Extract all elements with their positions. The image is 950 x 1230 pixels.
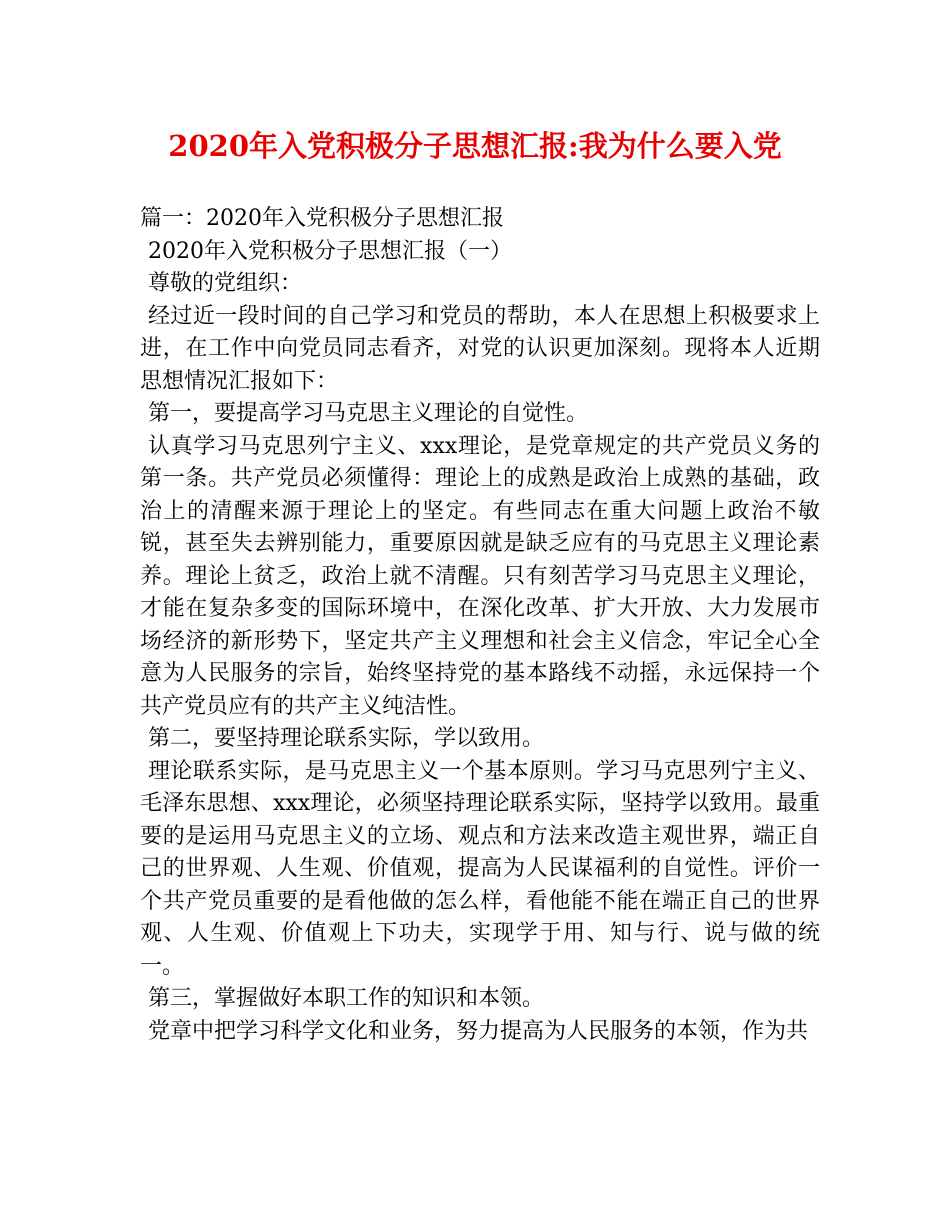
section-heading: 篇一：2020年入党积极分子思想汇报 — [140, 206, 504, 231]
page-title: 2020年入党积极分子思想汇报:我为什么要入党 — [168, 129, 782, 163]
body-paragraph: 理论联系实际，是马克思主义一个基本原则。学习马克思列宁主义、毛泽东思想、xxx理论，必须坚持理论联系实际，坚持学以致用。最重要的是运用马克思主义的立场、观点和方法来改造主观世界，端正自己的世界观、人生观、价值观，提高为人民谋福利的自觉性。评价一个共产党员重要的是看他做的怎么样，看他能不能在端正自己的世界观、人生观、价值观上下功夫，实现学于用、知与行、说与做的统一。 — [140, 758, 820, 979]
body-paragraph: 党章中把学习科学文化和业务，努力提高为人民服务的本领，作为共 — [148, 1018, 809, 1044]
report-subtitle: 2020年入党积极分子思想汇报（一） — [148, 238, 512, 264]
body-paragraph: 经过近一段时间的自己学习和党员的帮助，本人在思想上积极要求上进，在工作中向党员同志看齐，对党的认识更加深刻。现将本人近期思想情况汇报如下： — [140, 303, 820, 394]
body-paragraph: 认真学习马克思列宁主义、xxx理论，是党章规定的共产党员义务的第一条。共产党员必须懂得：理论上的成熟是政治上成熟的基础，政治上的清醒来源于理论上的坚定。有些同志在重大问题上政治不敏锐，甚至失去辨别能力，重要原因就是缺乏应有的马克思主义理论素养。理论上贫乏，政治上就不清醒。只有刻苦学习马克思主义理论，才能在复杂多变的国际环境中，在深化改革、扩大开放、大力发展市场经济的新形势下，坚定共产主义理想和社会主义信念，牢记全心全意为人民服务的宗旨，始终坚持党的基本路线不动摇，永远保持一个共产党员应有的共产主义纯洁性。 — [140, 433, 820, 719]
salutation: 尊敬的党组织： — [148, 271, 303, 296]
point-heading-2: 第二，要坚持理论联系实际，学以致用。 — [148, 726, 545, 751]
point-heading-1: 第一，要提高学习马克思主义理论的自觉性。 — [148, 401, 589, 426]
point-heading-3: 第三，掌握做好本职工作的知识和本领。 — [148, 986, 545, 1011]
document-body — [140, 203, 820, 1048]
